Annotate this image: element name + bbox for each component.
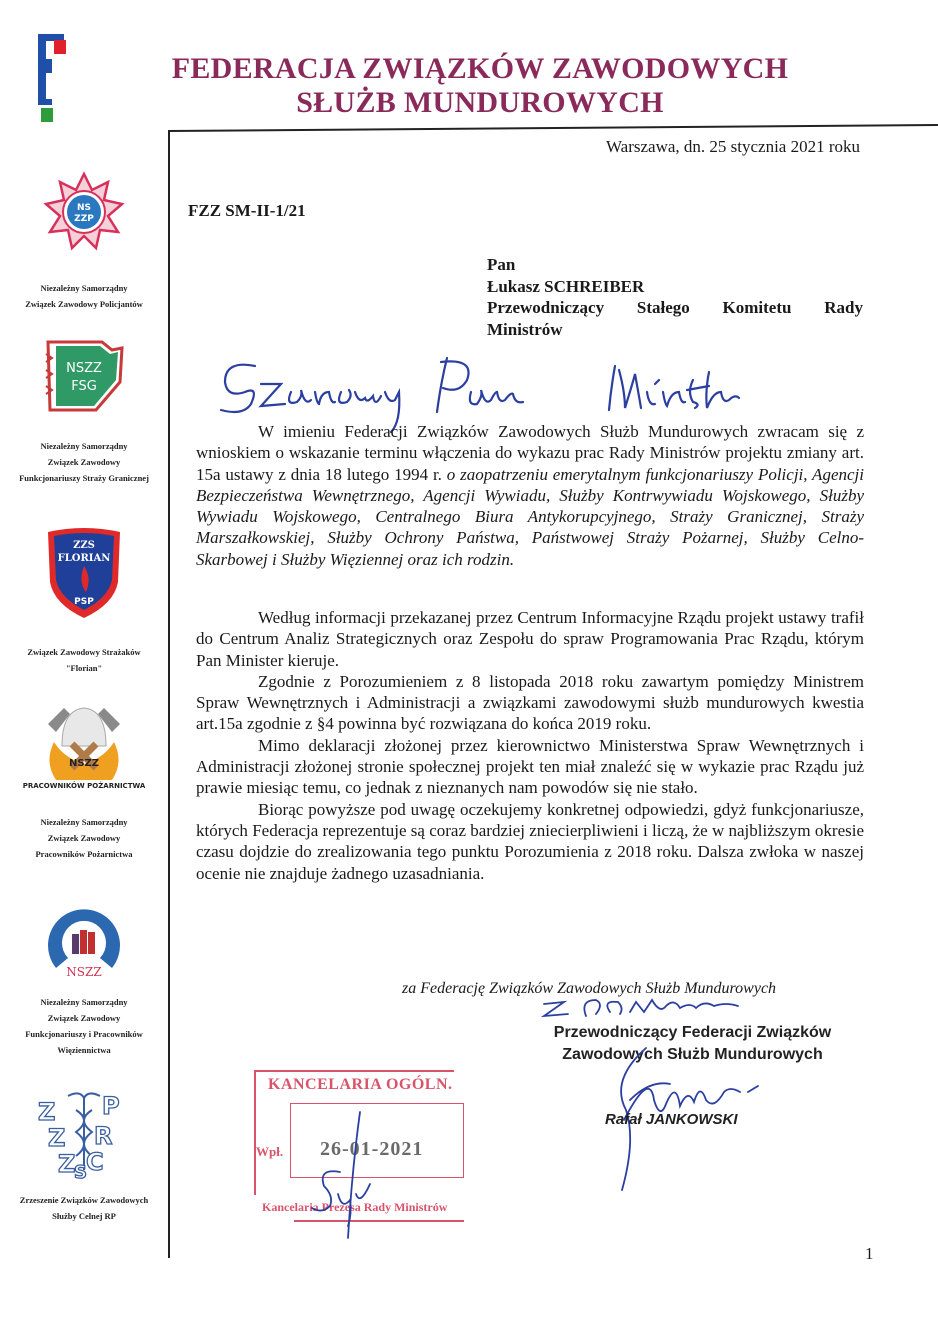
caption-line: Niezależny Samorządny bbox=[40, 997, 128, 1007]
caption-line: "Florian" bbox=[65, 663, 103, 673]
logo-green-square bbox=[41, 108, 53, 122]
paragraph-5: Biorąc powyższe pod uwagę oczekujemy konkretnej odpowiedzi, gdyż funkcjonariusze, których Federacja reprezentuje są coraz bardziej zniecierpliwieni i liczą, że w najbliższym okresie czasu dojdzie do zrealizowania tego punktu Porozumienia z 2018 roku. Dalsza zwłoka w naszej ocenie nie znajduje żadnego uzasadniania. bbox=[196, 799, 864, 883]
caption-line: Niezależny Samorządny bbox=[40, 283, 128, 293]
svg-text:ZZS: ZZS bbox=[73, 540, 95, 551]
recipient-title-word: Komitetu bbox=[722, 298, 792, 317]
paragraph-1 bbox=[196, 421, 864, 570]
svg-text:P: P bbox=[102, 1092, 120, 1120]
caption-line: Niezależny Samorządny bbox=[40, 441, 128, 451]
body-text-continued bbox=[196, 607, 864, 884]
caption-line: Pracowników Pożarnictwa bbox=[35, 849, 133, 859]
recipient-title-word: Przewodniczący bbox=[487, 298, 605, 317]
logo-blue-bottom bbox=[38, 99, 52, 105]
caption-line: Zrzeszenie Związków Zawodowych bbox=[19, 1195, 149, 1205]
svg-text:NSZZ: NSZZ bbox=[66, 965, 102, 979]
org-title-line2: SŁUŻB MUNDUROWYCH bbox=[296, 86, 664, 119]
svg-text:FSG: FSG bbox=[71, 379, 97, 394]
svg-text:ZZP: ZZP bbox=[74, 214, 94, 224]
paragraph-1-text: W imieniu Federacji Związków Zawodowych Służb Mundurowych zwracam się z wnioskiem o wskazanie terminu włączenia do wykazu prac Rady Ministrów projektu zmiany art. 15a ustawy z dnia 18 lutego 1994 r. bbox=[196, 422, 864, 484]
member-nszz-wieziennictwa bbox=[0, 892, 168, 1058]
member-zzs-florian bbox=[0, 526, 168, 676]
member-zzzsc-rp bbox=[0, 1090, 168, 1224]
svg-text:Z: Z bbox=[58, 1150, 76, 1178]
member-nszz-pozarnictwa bbox=[0, 702, 168, 862]
stamp-received-date: 26-01-2021 bbox=[320, 1138, 424, 1160]
caption-line: Służby Celnej RP bbox=[52, 1211, 116, 1221]
caption-line: Niezależny Samorządny bbox=[40, 817, 128, 827]
recipient-title bbox=[487, 297, 863, 319]
recipient-address bbox=[487, 254, 863, 340]
reference-number: FZZ SM-II-1/21 bbox=[188, 201, 306, 220]
caption-line: Związek Zawodowy bbox=[47, 457, 121, 467]
recipient-prefix: Pan bbox=[487, 255, 516, 274]
stamp-footer: Kancelaria Prezesa Rady Ministrów bbox=[262, 1200, 448, 1214]
signatory-title bbox=[520, 1022, 865, 1066]
nszz-wieziennictwa-ring-icon bbox=[42, 892, 126, 980]
logo-blue-square bbox=[38, 59, 52, 73]
handwritten-salutation bbox=[215, 352, 815, 422]
svg-text:S: S bbox=[74, 1162, 87, 1183]
svg-text:NSZZ: NSZZ bbox=[68, 758, 100, 769]
zzzsc-rp-caduceus-icon bbox=[34, 1090, 134, 1183]
frame-left-rule bbox=[168, 130, 170, 1258]
caption-line: Związek Zawodowy Policjantów bbox=[25, 299, 143, 309]
caption-line: Związek Zawodowy bbox=[47, 833, 121, 843]
svg-text:NSZZ: NSZZ bbox=[66, 361, 102, 376]
org-title-line1: FEDERACJA ZWIĄZKÓW ZAWODOWYCH bbox=[171, 52, 789, 85]
caption-line: Funkcjonariuszy Straży Granicznej bbox=[19, 473, 149, 483]
recipient-name: Łukasz SCHREIBER bbox=[487, 276, 645, 296]
svg-text:PRACOWNIKÓW POŻARNICTWA: PRACOWNIKÓW POŻARNICTWA bbox=[22, 782, 146, 790]
svg-text:Z: Z bbox=[38, 1098, 56, 1126]
member-nszz-fsg bbox=[0, 340, 168, 486]
recipient-title-word: Rady bbox=[824, 298, 863, 317]
member-nszzp bbox=[0, 172, 168, 312]
recipient-title-word: Stałego bbox=[636, 298, 690, 317]
place-date: Warszawa, dn. 25 stycznia 2021 roku bbox=[605, 137, 860, 156]
paragraph-3: Zgodnie z Porozumieniem z 8 listopada 2018 roku zawartym pomiędzy Ministrem Spraw Wewnętrznych i Administracji a związkami zawodowymi służb mundurowych kwestia art.15a zgodnie z §4 powinna być rozwiązana do końca 2019 roku. bbox=[196, 671, 864, 734]
frame-top-rule bbox=[168, 124, 938, 132]
caption-line: Związek Zawodowy Strażaków bbox=[27, 647, 141, 657]
nszz-pracownikow-pozarnictwa-helmet-icon bbox=[22, 702, 146, 792]
stamp-bottom-border bbox=[294, 1220, 464, 1222]
nszzp-star-badge-icon bbox=[44, 172, 124, 252]
stamp-top-border bbox=[254, 1070, 454, 1072]
paragraph-2: Według informacji przekazanej przez Centrum Informacyjne Rządu projekt ustawy trafił do Centrum Analiz Strategicznych oraz Zespołu do spraw Programowania Prac Rządu, którym Pan Minister kieruje. bbox=[196, 608, 864, 670]
stamp-received-label: Wpł. bbox=[256, 1144, 284, 1159]
recipient-title-last: Ministrów bbox=[487, 319, 563, 339]
paragraph-1-act-title: o zaopatrzeniu emerytalnym funkcjonariuszy Policji, Agencji Bezpieczeństwa Wewnętrznego, Agencji Wywiadu, Służby Kontrwywiadu Wojskowego, Służby Wywiadu Wojskowego, Centralnego Biura Antykorupcyjnego, Straży Granicznej, Straży Marszałkowskiej, Służby Ochrony Państwa, Państwowej Straży Pożarnej, Służby Celno-Skarbowej i Służby Więziennej oraz ich rodzin. bbox=[196, 464, 864, 569]
signatory-name: Rafał JANKOWSKI bbox=[605, 1111, 738, 1128]
zzs-florian-shield-icon bbox=[44, 526, 124, 620]
body-text-main bbox=[196, 421, 864, 570]
paragraph-4: Mimo deklaracji złożonej przez kierownictwo Ministerstwa Spraw Wewnętrznych i Administracji złożonej stronie społecznej projekt ten miał znaleźć się w wykazie prac Rządu już prawie miesiąc temu, co jednak z nieznanych nam powodów się nie stało. bbox=[196, 735, 864, 798]
caption-line: Związek Zawodowy bbox=[47, 1013, 121, 1023]
received-stamp bbox=[254, 1070, 469, 1220]
page-number: 1 bbox=[865, 1244, 874, 1263]
svg-text:NS: NS bbox=[76, 203, 92, 213]
caption-line: Więziennictwa bbox=[57, 1045, 111, 1055]
logo-red-square bbox=[54, 40, 66, 54]
svg-text:C: C bbox=[86, 1148, 104, 1176]
stamp-header: KANCELARIA OGÓLN. bbox=[268, 1076, 453, 1093]
svg-text:PSP: PSP bbox=[74, 597, 94, 607]
signatory-title-line2: Zawodowych Służb Mundurowych bbox=[562, 1046, 823, 1063]
svg-text:R: R bbox=[94, 1122, 113, 1150]
caption-line: Funkcjonariuszy i Pracowników bbox=[25, 1029, 143, 1039]
signatory-title-line1: Przewodniczący Federacji Związków bbox=[553, 1024, 832, 1041]
svg-text:Z: Z bbox=[48, 1124, 66, 1152]
stamp-left-border bbox=[254, 1070, 256, 1195]
nszz-fsg-shield-icon bbox=[42, 340, 126, 412]
closing-line: za Federację Związków Zawodowych Służb Mundurowych bbox=[402, 980, 777, 997]
svg-text:FLORIAN: FLORIAN bbox=[57, 553, 111, 564]
